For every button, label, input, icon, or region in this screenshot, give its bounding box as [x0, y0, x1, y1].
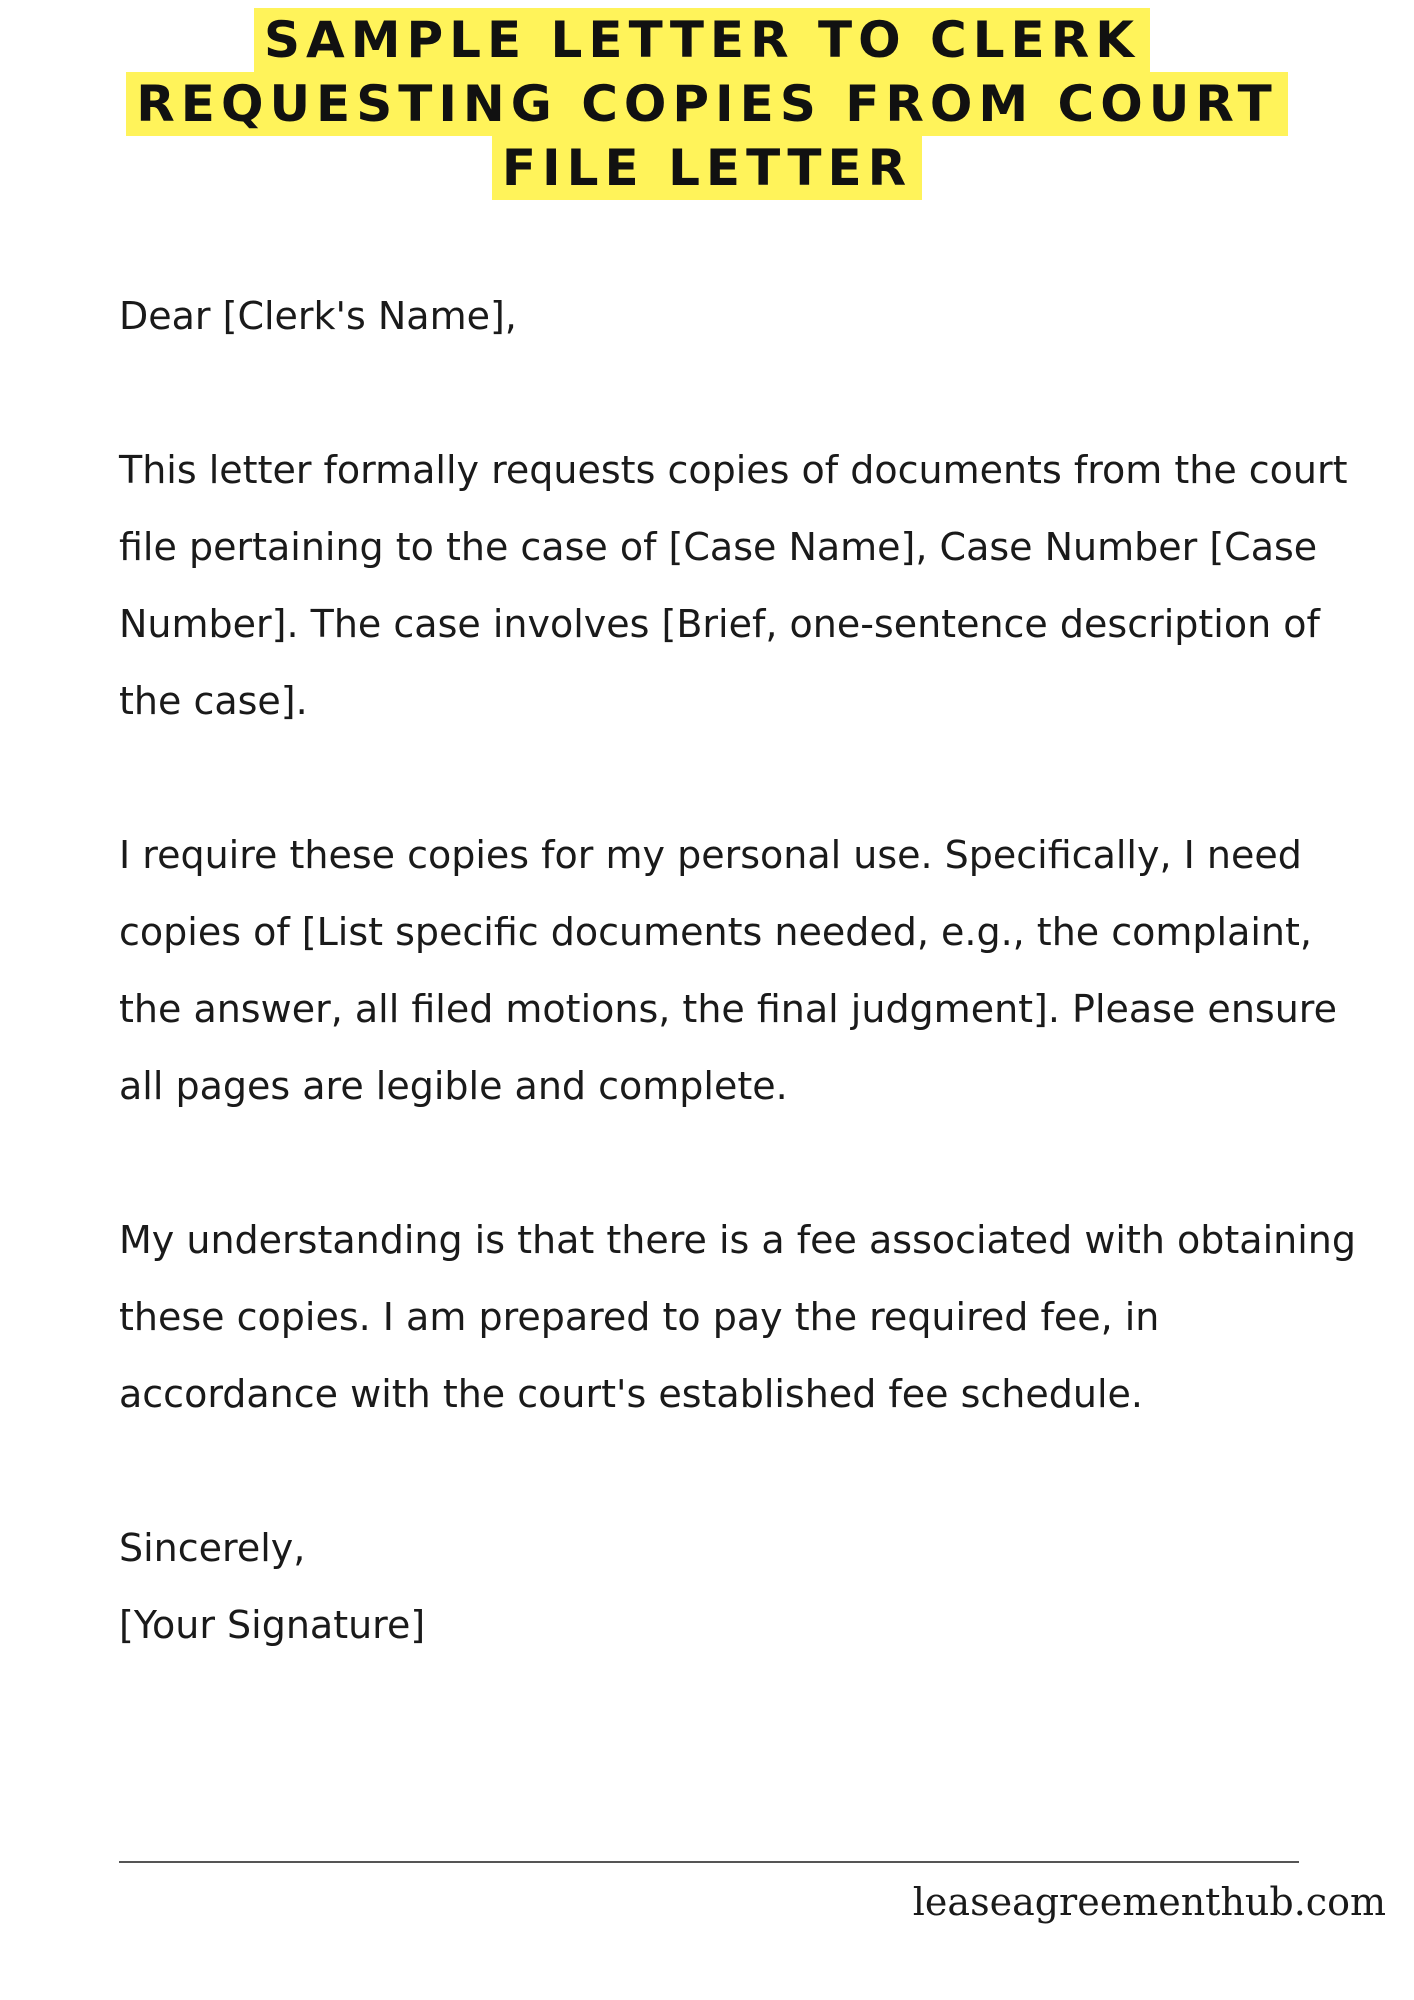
footer-website: leaseagreementhub.com — [912, 1880, 1386, 1924]
document-title — [0, 8, 1414, 200]
letter-paragraph-documents: I require these copies for my personal use. Specifically, I need copies of [List specific documents needed, e.g., the complaint, the answer, all filed motions, the final judgment]. Please ensure all pages are legible and complete. — [119, 833, 1337, 1108]
title-line-1: SAMPLE LETTER TO CLERK — [254, 8, 1150, 72]
letter-closing: Sincerely, — [119, 1526, 306, 1570]
title-line-3: FILE LETTER — [492, 136, 922, 200]
title-line-2: REQUESTING COPIES FROM COURT — [126, 72, 1287, 136]
letter-signature: [Your Signature] — [119, 1603, 426, 1647]
footer-divider — [119, 1861, 1299, 1863]
letter-body — [119, 278, 1359, 1664]
letter-greeting: Dear [Clerk's Name], — [119, 294, 517, 338]
letter-paragraph-fee: My understanding is that there is a fee associated with obtaining these copies. I am prepared to pay the required fee, in accordance with the court's established fee schedule. — [119, 1218, 1356, 1416]
letter-paragraph-request: This letter formally requests copies of documents from the court file pertaining to the case of [Case Name], Case Number [Case Number]. The case involves [Brief, one-sentence description of the case]. — [119, 448, 1348, 723]
